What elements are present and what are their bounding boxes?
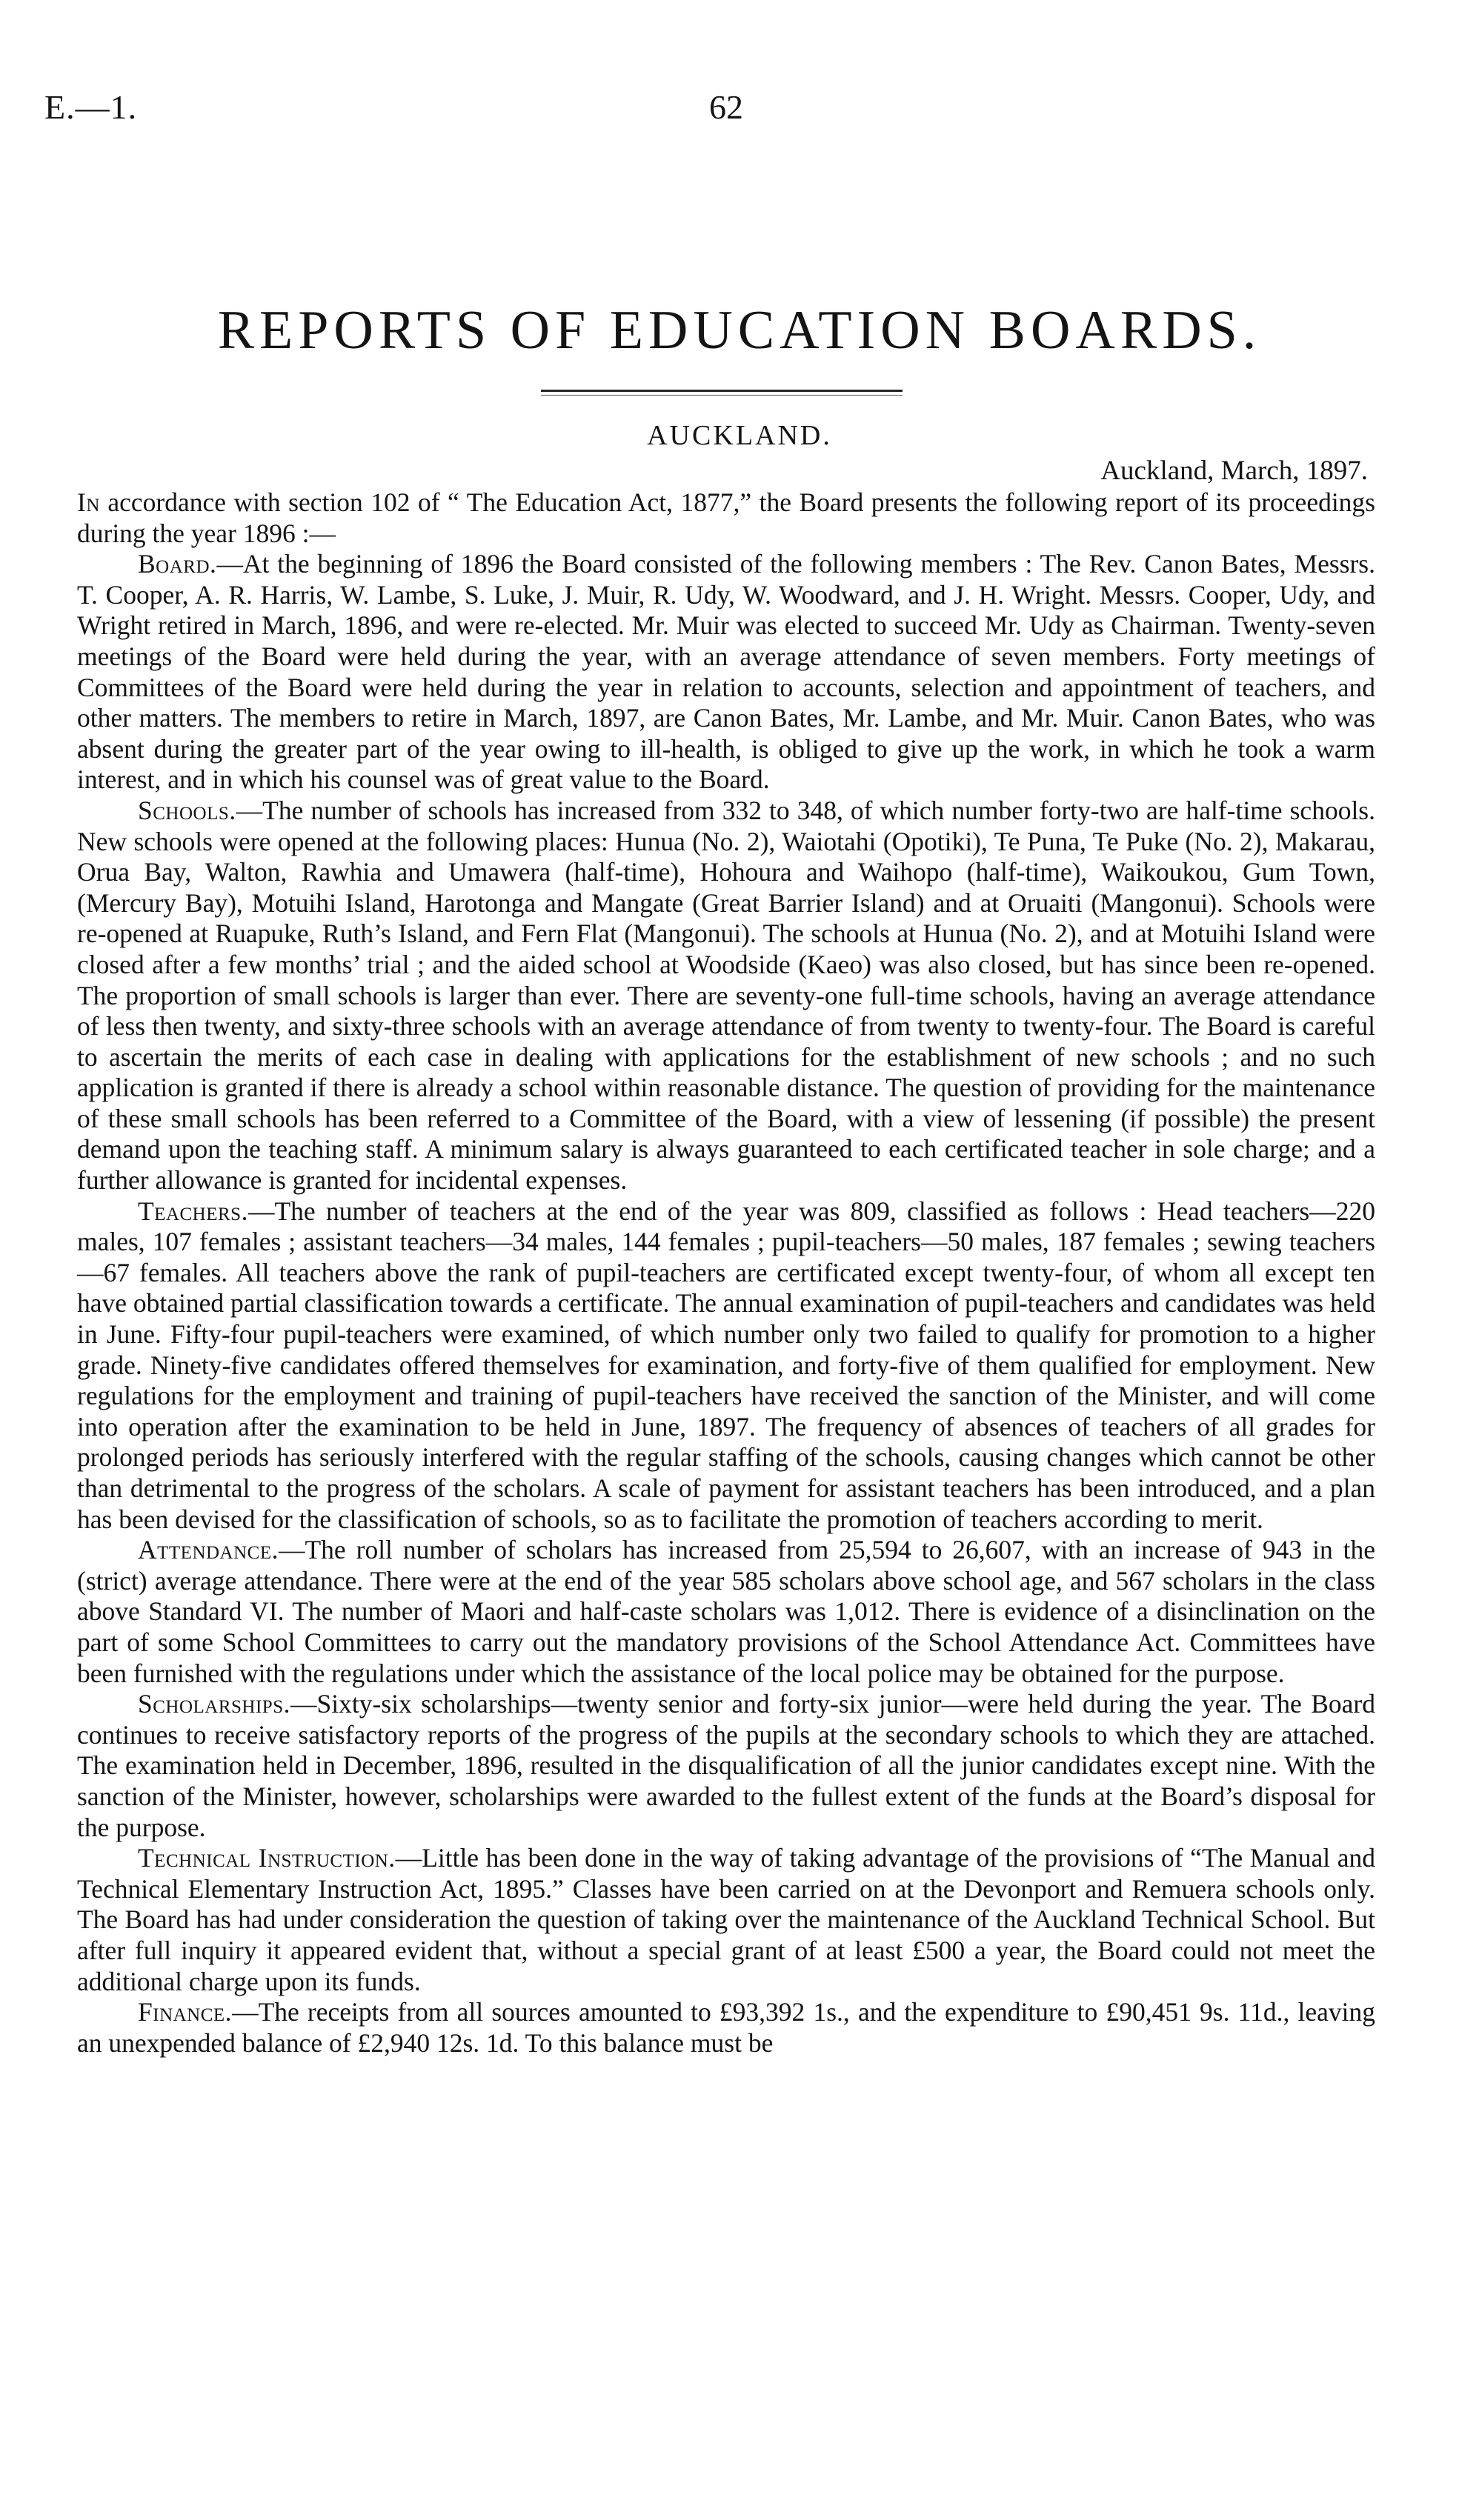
title-divider-thin xyxy=(541,395,903,396)
page-number: 62 xyxy=(709,88,743,126)
paragraph-text: —Sixty-six scholarships—twenty senior and forty-six junior—were held during the year. The Board continues to receive satisfactory reports of the progress of the pupils at the secondary schools to which they are attached. The examination held in December, 1896, resulted in the disqualification of all the junior candidates except nine. With the sanction of the Minister, however, scholarships were awarded to the fullest extent of the funds at the Board’s disposal for the purpose. xyxy=(77,1689,1375,1842)
paragraph-lead: Schools. xyxy=(138,795,236,825)
paragraph-schools xyxy=(77,796,1375,1196)
paragraph-text: accordance with section 102 of “ The Education Act, 1877,” the Board presents the following report of its proceedings during the year 1896 :— xyxy=(77,487,1375,548)
section-heading: AUCKLAND. xyxy=(647,420,832,451)
page-title: REPORTS OF EDUCATION BOARDS. xyxy=(217,300,1262,361)
paragraph-teachers xyxy=(77,1196,1375,1536)
paragraph-lead: Teachers. xyxy=(138,1196,248,1226)
title-divider xyxy=(541,390,903,392)
paragraph-technical-instruction xyxy=(77,1843,1375,1997)
series-code: E.—1. xyxy=(44,88,138,126)
paragraph-lead: Technical Instruction. xyxy=(138,1843,396,1873)
paragraph-lead: Scholarships. xyxy=(138,1689,290,1719)
paragraph-finance xyxy=(77,1997,1375,2059)
paragraph-text: —Little has been done in the way of taking advantage of the provisions of “The Manual and Technical Elementary Instruction Act, 1895.” Classes have been carried on at the Devonport and Remuera schools only. The Board has had under consideration the question of taking over the maintenance of the Auckland Technical School. But after full inquiry it appeared evident that, without a special grant of at least £500 a year, the Board could not meet the additional charge upon its funds. xyxy=(77,1843,1375,1996)
paragraph-lead: Attendance. xyxy=(138,1535,279,1565)
paragraph-lead: In xyxy=(77,487,100,517)
paragraph-lead: Board. xyxy=(138,549,217,579)
paragraph-text: —The number of teachers at the end of the year was 809, classified as follows : Head teachers—220 males, 107 females ; assistant teachers—34 males, 144 females ; pupil-teachers—50 males, 187 females ; sewing teachers—67 females. All teachers above the rank of pupil-teachers are certificated except twenty-four, of whom all except ten have obtained partial classification towards a certificate. The annual examination of pupil-teachers and candidates was held in June. Fifty-four pupil-teachers were examined, of which number only two failed to qualify for promotion to a higher grade. Ninety-five candidates offered themselves for examination, and forty-five of them qualified for employment. New regulations for the employment and training of pupil-teachers have received the sanction of the Minister, and will come into operation after the examination to be held in June, 1897. The frequency of absences of teachers of all grades for prolonged periods has seriously interfered with the regular staffing of the schools, causing changes which cannot be other than detrimental to the progress of the scholars. A scale of payment for assistant teachers has been introduced, and a plan has been devised for the classification of schools, so as to facilitate the promotion of teachers according to merit. xyxy=(77,1196,1375,1534)
paragraph-text: —The roll number of scholars has increased from 25,594 to 26,607, with an increase of 943 in the (strict) average attendance. There were at the end of the year 585 scholars above school age, and 567 scholars in the class above Standard VI. The number of Maori and half-caste scholars was 1,012. There is evidence of a disinclination on the part of some School Committees to carry out the mandatory provisions of the School Attendance Act. Committees have been furnished with the regulations under which the assistance of the local police may be obtained for the purpose. xyxy=(77,1535,1375,1688)
paragraph-text: —The number of schools has increased from 332 to 348, of which number forty-two are half-time schools. New schools were opened at the following places: Hunua (No. 2), Waiotahi (Opotiki), Te Puna, Te Puke (No. 2), Makarau, Orua Bay, Walton, Rawhia and Umawera (half-time), Hohoura and Waihopo (half-time), Waikoukou, Gum Town, (Mercury Bay), Motuihi Island, Harotonga and Mangate (Great Barrier Island) and at Oruaiti (Mangonui). Schools were re-opened at Ruapuke, Ruth’s Island, and Fern Flat (Mangonui). The schools at Hunua (No. 2), and at Motuihi Island were closed after a few months’ trial ; and the aided school at Woodside (Kaeo) was also closed, but has since been re-opened. The proportion of small schools is larger than ever. There are seventy-one full-time schools, having an average attendance of less then twenty, and sixty-three schools with an average attendance of from twenty to twenty-four. The Board is careful to ascertain the merits of each case in dealing with applications for the establishment of new schools ; and no such application is granted if there is already a school within reasonable distance. The question of providing for the maintenance of these small schools has been referred to a Committee of the Board, with a view of lessening (if possible) the present demand upon the teaching staff. A minimum salary is always guaranteed to each certificated teacher in sole charge; and a further allowance is granted for incidental expenses. xyxy=(77,795,1375,1196)
paragraph-text: —At the beginning of 1896 the Board consisted of the following members : The Rev. Canon Bates, Messrs. T. Cooper, A. R. Harris, W. Lambe, S. Luke, J. Muir, R. Udy, W. Woodward, and J. H. Wright. Messrs. Cooper, Udy, and Wright retired in March, 1896, and were re-elected. Mr. Muir was elected to succeed Mr. Udy as Chairman. Twenty-seven meetings of the Board were held during the year, with an average attendance of seven members. Forty meetings of Committees of the Board were held during the year in relation to accounts, selection and appointment of teachers, and other matters. The members to retire in March, 1897, are Canon Bates, Mr. Lambe, and Mr. Muir. Canon Bates, who was absent during the greater part of the year owing to ill-health, is obliged to give up the work, in which he took a warm interest, and in which his counsel was of great value to the Board. xyxy=(77,549,1375,795)
paragraph-attendance xyxy=(77,1535,1375,1689)
paragraph-board xyxy=(77,549,1375,796)
paragraph-text: —The receipts from all sources amounted to £93,392 1s., and the expenditure to £90,451 9s. 11d., leaving an unexpended balance of £2,940 12s. 1d. To this balance must be xyxy=(77,1997,1375,2058)
dateline: Auckland, March, 1897. xyxy=(1100,456,1368,486)
paragraph-intro xyxy=(77,487,1375,549)
report-body xyxy=(77,487,1375,2059)
paragraph-scholarships xyxy=(77,1689,1375,1843)
paragraph-lead: Finance. xyxy=(138,1997,233,2027)
